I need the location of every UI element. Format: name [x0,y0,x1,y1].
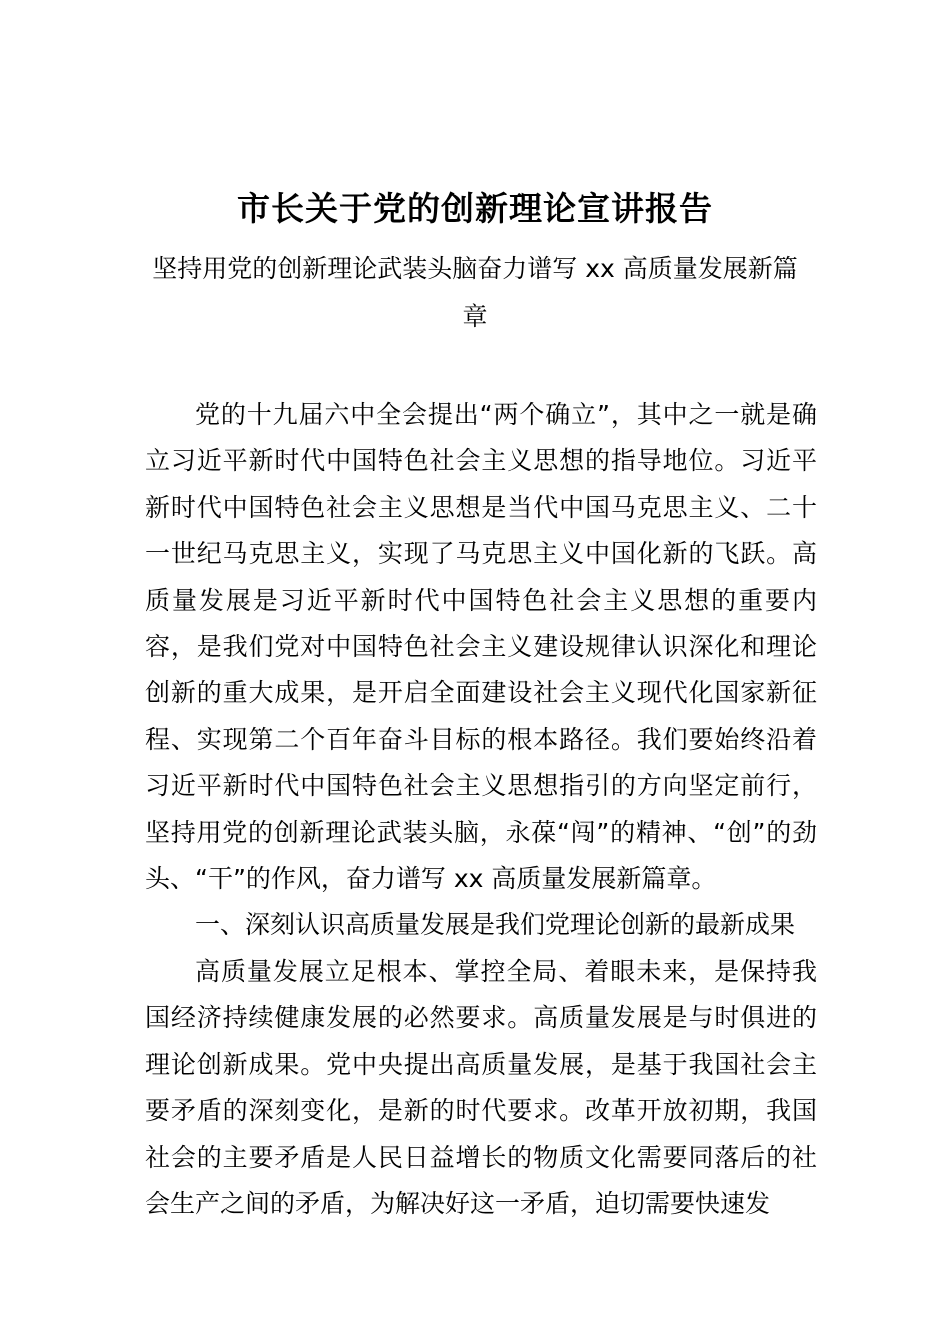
document-body [145,392,817,1227]
section-heading-1: 一、深刻认识高质量发展是我们党理论创新的最新成果 [195,910,796,940]
document-title: 市长关于党的创新理论宣讲报告 [237,189,713,228]
paragraph-section-1: 高质量发展立足根本、掌控全局、着眼未来，是保持我国经济持续健康发展的必然要求。高质量发展是与时俱进的理论创新成果。党中央提出高质量发展，是基于我国社会主要矛盾的深刻变化，是新的时代要求。改革开放初期，我国社会的主要矛盾是人民日益增长的物质文化需要同落后的社会生产之间的矛盾，为解决好这一矛盾，迫切需要快速发 [145,956,817,1218]
document-subtitle: 坚持用党的创新理论武装头脑奋力谱写 xx 高质量发展新篇章 [152,254,798,331]
paragraph-intro: 党的十九届六中全会提出“两个确立”，其中之一就是确立习近平新时代中国特色社会主义思想的指导地位。习近平新时代中国特色社会主义思想是当代中国马克思主义、二十一世纪马克思主义，实现了马克思主义中国化新的飞跃。高质量发展是习近平新时代中国特色社会主义思想的重要内容，是我们党对中国特色社会主义建设规律认识深化和理论创新的重大成果，是开启全面建设社会主义现代化国家新征程、实现第二个百年奋斗目标的根本路径。我们要始终沿着习近平新时代中国特色社会主义思想指引的方向坚定前行， 坚持用党的创新理论武装头脑，永葆“闯”的精神、“创”的劲头、“干”的作风，奋力谱写 xx 高质量发展新篇章。 [145,400,817,894]
